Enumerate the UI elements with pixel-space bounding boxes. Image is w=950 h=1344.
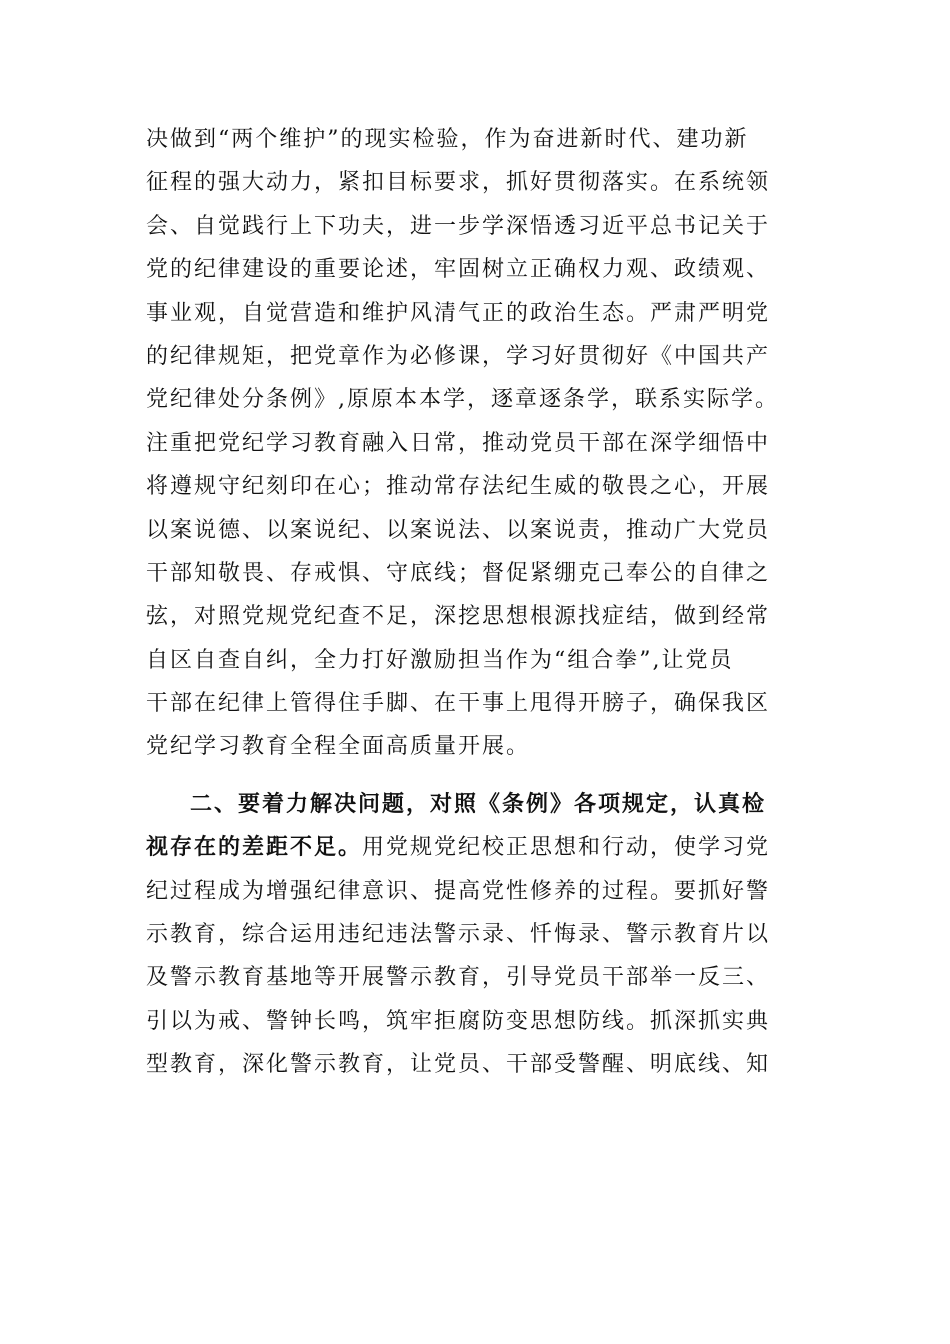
paragraph-line: 干部在纪律上管得住手脚、在干事上甩得开膀子，确保我区 bbox=[146, 691, 771, 717]
paragraph-line: 自区自查自纠，全力打好激励担当作为“组合拳”,让党员 bbox=[146, 647, 734, 673]
paragraph-line: 的纪律规矩，把党章作为必修课，学习好贯彻好《中国共产 bbox=[146, 343, 771, 369]
paragraph-line: 以案说德、以案说纪、以案说法、以案说责，推动广大党员 bbox=[146, 517, 771, 543]
paragraph-line: 党的纪律建设的重要论述，牢固树立正确权力观、政绩观、 bbox=[146, 257, 771, 283]
paragraph-line: 党纪学习教育全程全面高质量开展。 bbox=[146, 734, 531, 760]
paragraph-line: 会、自觉践行上下功夫，进一步学深悟透习近平总书记关于 bbox=[146, 213, 771, 239]
paragraph-text: 用党规党纪校正思想和行动，使学习党 bbox=[362, 835, 771, 861]
paragraph-line: 征程的强大动力，紧扣目标要求，抓好贯彻落实。在系统领 bbox=[146, 170, 771, 196]
paragraph-2 bbox=[146, 783, 810, 1087]
paragraph-line: 及警示教育基地等开展警示教育，引导党员干部举一反三、 bbox=[146, 965, 771, 991]
paragraph-line: 干部知敬畏、存戒惧、守底线；督促紧绷克己奉公的自律之 bbox=[146, 560, 771, 586]
paragraph-line: 型教育，深化警示教育，让党员、干部受警醒、明底线、知 bbox=[146, 1052, 771, 1078]
paragraph-line: 纪过程成为增强纪律意识、提高党性修养的过程。要抓好警 bbox=[146, 878, 771, 904]
paragraph-line: 将遵规守纪刻印在心；推动常存法纪生威的敬畏之心，开展 bbox=[146, 474, 771, 500]
paragraph-1 bbox=[146, 118, 810, 769]
paragraph-line: 引以为戒、警钟长鸣，筑牢拒腐防变思想防线。抓深抓实典 bbox=[146, 1008, 771, 1034]
paragraph-line bbox=[146, 826, 810, 869]
section-heading-end: 视存在的差距不足。 bbox=[146, 834, 363, 861]
paragraph-line: 示教育，综合运用违纪违法警示录、忏悔录、警示教育片以 bbox=[146, 922, 771, 948]
paragraph-line: 事业观，自觉营造和维护风清气正的政治生态。严肃严明党 bbox=[146, 300, 771, 326]
section-heading: 二、要着力解决问题，对照《条例》各项规定，认真检 bbox=[190, 790, 767, 817]
paragraph-line: 决做到“两个维护”的现实检验，作为奋进新时代、建功新 bbox=[146, 127, 749, 152]
paragraph-line: 弦，对照党规党纪查不足，深挖思想根源找症结，做到经常 bbox=[146, 604, 771, 630]
document-body bbox=[146, 118, 810, 1087]
paragraph-line: 党纪律处分条例》,原原本本学，逐章逐条学，联系实际学。 bbox=[146, 387, 779, 413]
paragraph-line: 注重把党纪学习教育融入日常，推动党员干部在深学细悟中 bbox=[146, 430, 771, 456]
